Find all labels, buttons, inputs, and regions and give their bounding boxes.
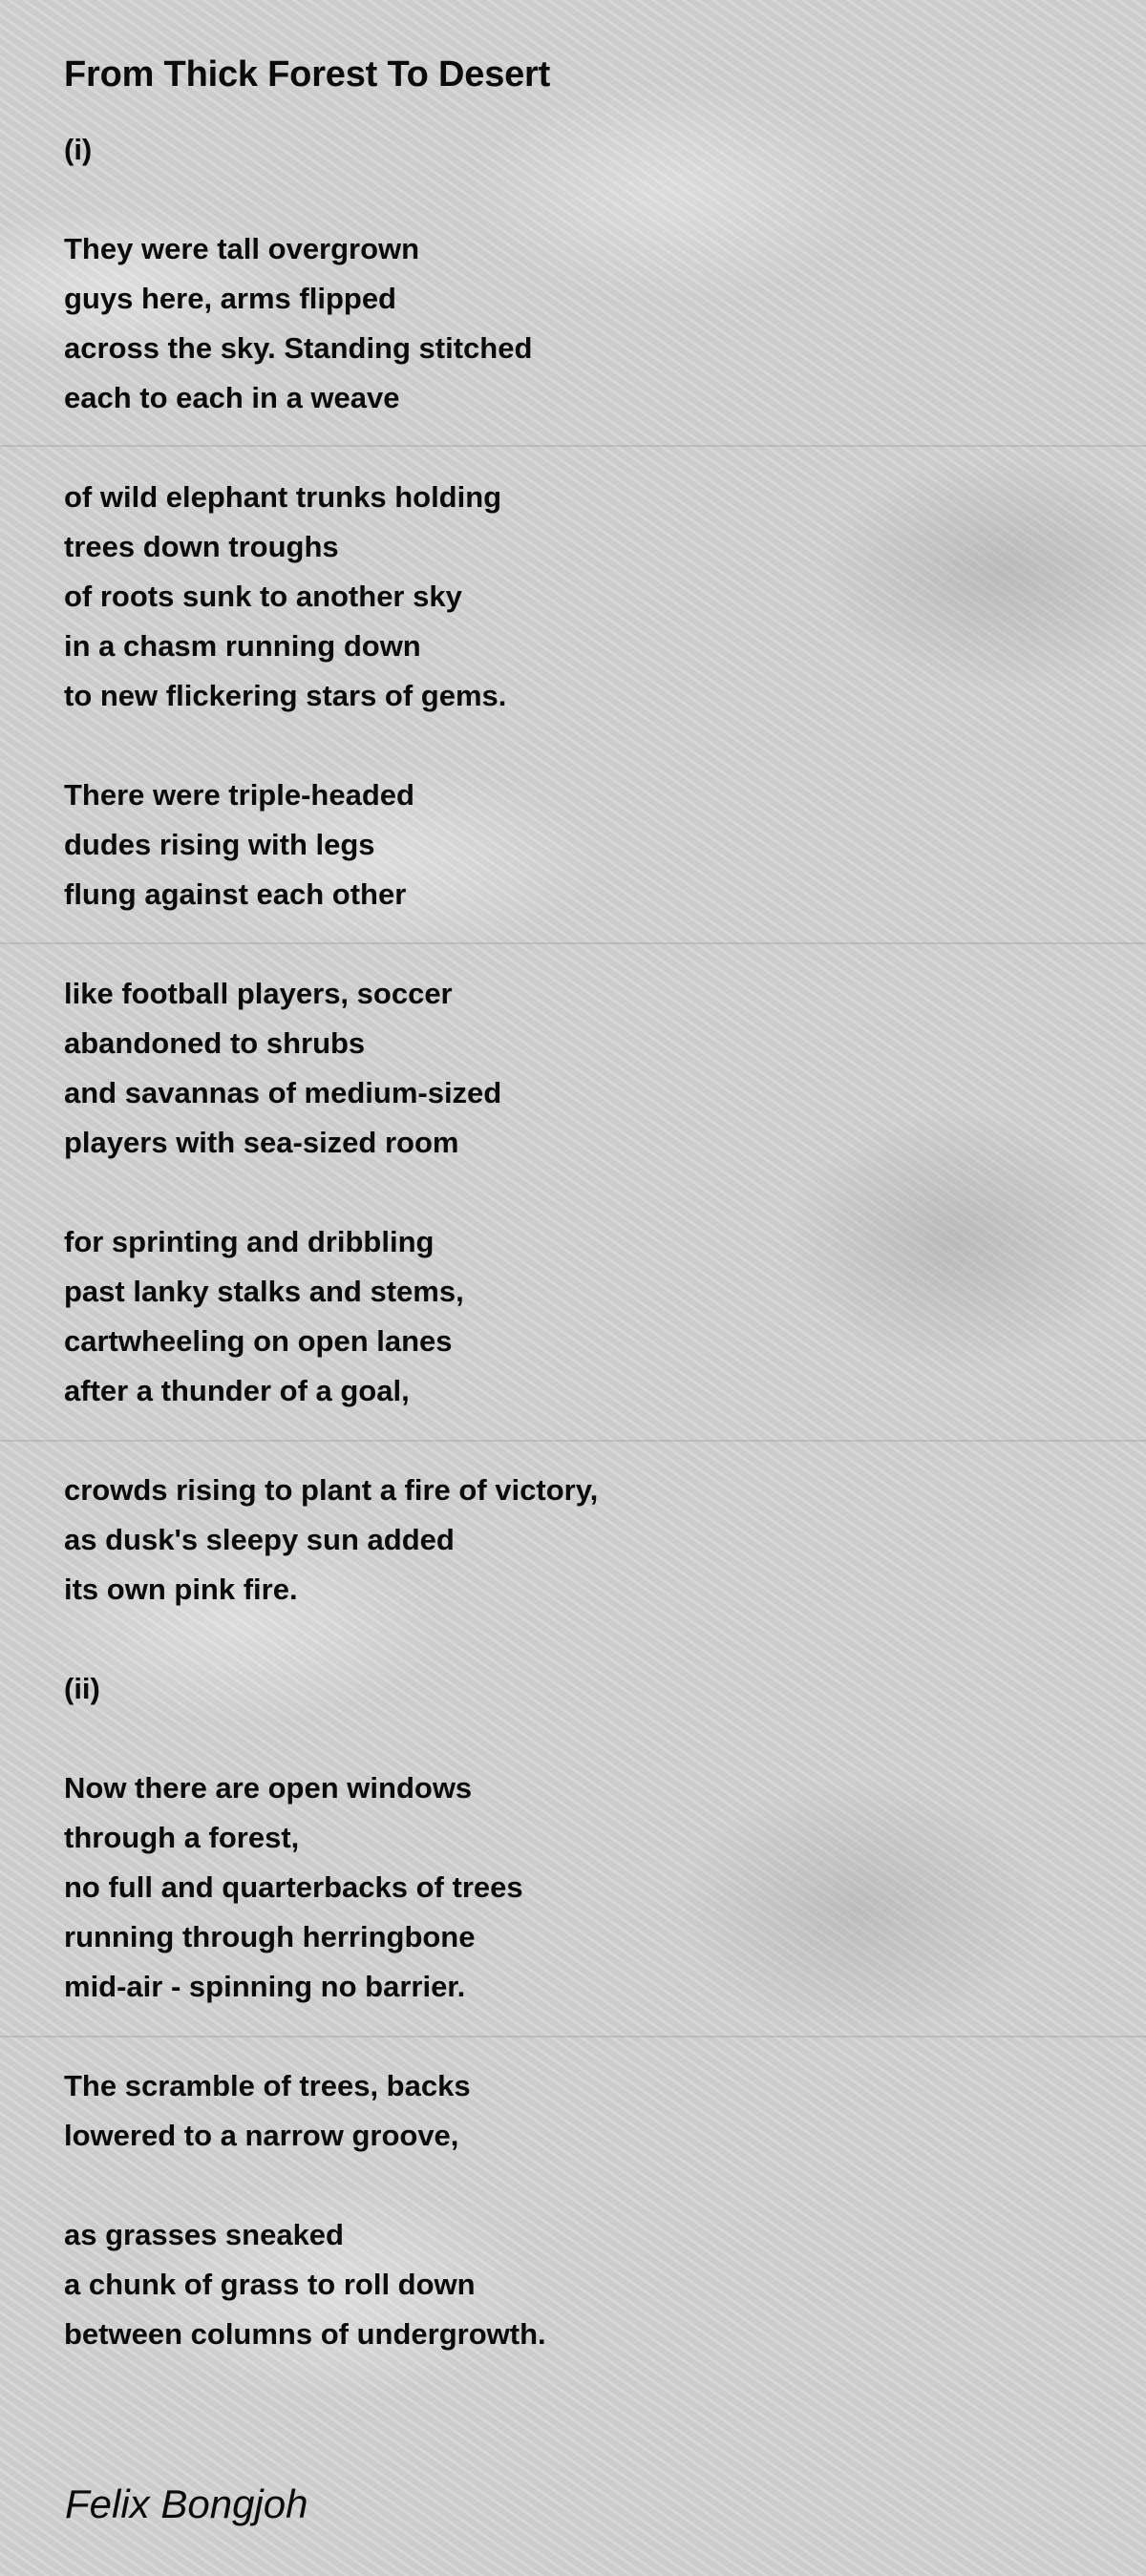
poem-author: Felix Bongjoh — [65, 2481, 308, 2526]
poem-stanza — [64, 969, 1114, 1168]
poem-line: to new flickering stars of gems. — [64, 679, 507, 712]
poem-line: The scramble of trees, backs — [64, 2069, 471, 2102]
poem-line: past lanky stalks and stems, — [64, 1275, 464, 1308]
poem-stanza — [64, 1664, 1114, 1714]
poem-stanza — [64, 224, 1114, 423]
poem-line: a chunk of grass to roll down — [64, 2268, 476, 2301]
poem-line: (ii) — [64, 1672, 100, 1705]
poem-line: lowered to a narrow groove, — [64, 2119, 459, 2152]
poem-line: They were tall overgrown — [64, 232, 420, 265]
poem-line: as dusk's sleepy sun added — [64, 1523, 455, 1556]
poem-stanza — [64, 1763, 1114, 2012]
poem-line: after a thunder of a goal, — [64, 1374, 410, 1407]
poem-line: mid-air - spinning no barrier. — [64, 1970, 466, 2003]
poem-line: and savannas of medium-sized — [64, 1076, 502, 1109]
poem-stanza — [64, 125, 1114, 175]
poem-line: cartwheeling on open lanes — [64, 1324, 453, 1358]
poem-stanza — [64, 1217, 1114, 1416]
poem-line: (i) — [64, 133, 93, 166]
poem-line: as grasses sneaked — [64, 2218, 344, 2251]
poem-line: flung against each other — [64, 877, 407, 911]
poem-line: trees down troughs — [64, 530, 339, 563]
poem-line: each to each in a weave — [64, 381, 400, 414]
poem-line: of roots sunk to another sky — [64, 580, 462, 613]
poem-stanza — [64, 2210, 1114, 2359]
poem-line: between columns of undergrowth. — [64, 2317, 546, 2351]
poem-line: no full and quarterbacks of trees — [64, 1870, 523, 1904]
poem-line: Now there are open windows — [64, 1771, 473, 1805]
poem-stanza — [64, 2061, 1114, 2161]
poem-line: running through herringbone — [64, 1920, 476, 1953]
poem-stanzas — [64, 125, 1114, 2359]
poem-line: There were triple-headed — [64, 778, 414, 812]
poem-stanza — [64, 771, 1114, 919]
poem-line: in a chasm running down — [64, 629, 421, 663]
poem-line: through a forest, — [64, 1821, 300, 1854]
poem-stanza — [64, 473, 1114, 721]
poem-line: like football players, soccer — [64, 977, 453, 1010]
poem-title: From Thick Forest To Desert — [64, 54, 551, 95]
poem-body — [64, 46, 1114, 2409]
poem-line: dudes rising with legs — [64, 828, 375, 861]
poem-stanza — [64, 1466, 1114, 1615]
poem-line: of wild elephant trunks holding — [64, 480, 502, 514]
poem-line: abandoned to shrubs — [64, 1026, 366, 1060]
poem-line: for sprinting and dribbling — [64, 1225, 435, 1258]
poem-line: crowds rising to plant a fire of victory, — [64, 1473, 599, 1507]
poem-line: its own pink fire. — [64, 1573, 298, 1606]
poem-line: across the sky. Standing stitched — [64, 331, 533, 365]
poem-line: guys here, arms flipped — [64, 282, 396, 315]
poem-line: players with sea-sized room — [64, 1126, 459, 1159]
